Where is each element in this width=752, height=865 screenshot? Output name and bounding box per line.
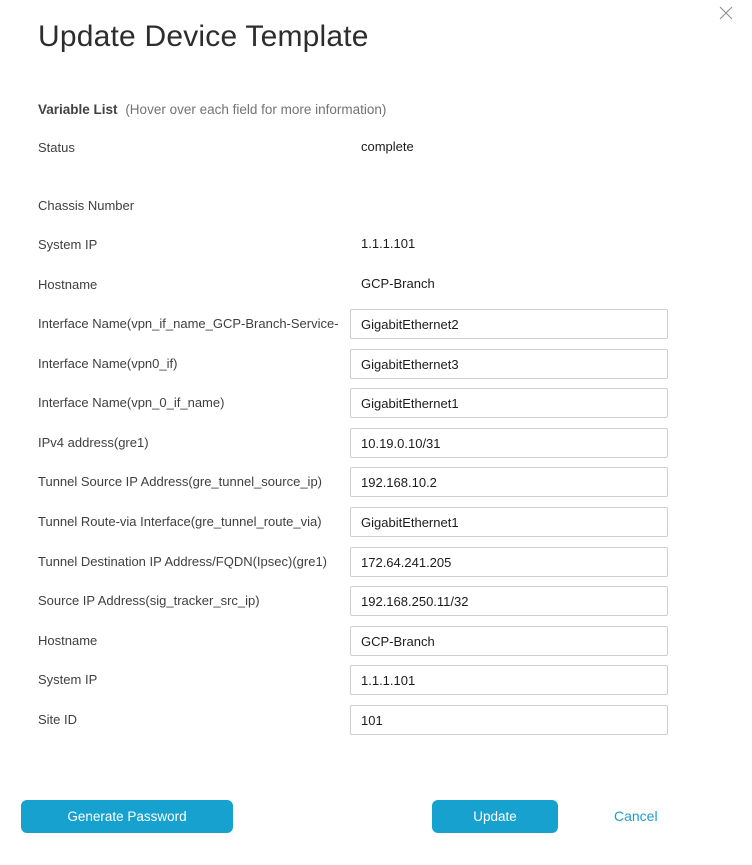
field-label: Interface Name(vpn_0_if_name) bbox=[38, 395, 225, 410]
page-title: Update Device Template bbox=[38, 20, 369, 53]
hostname-value: GCP-Branch bbox=[361, 276, 435, 291]
system-ip-input[interactable] bbox=[350, 665, 668, 695]
row-chassis-number bbox=[38, 197, 714, 215]
row-hostname-input bbox=[38, 626, 714, 656]
row-interface-name-service bbox=[38, 309, 714, 339]
row-status bbox=[38, 139, 714, 157]
row-interface-name-vpn-0-if-name bbox=[38, 388, 714, 418]
field-label: Tunnel Source IP Address(gre_tunnel_source_ip) bbox=[38, 474, 323, 489]
hostname-input[interactable] bbox=[350, 626, 668, 656]
field-label: Interface Name(vpn_if_name_GCP-Branch-Service- bbox=[38, 316, 339, 331]
generate-password-button[interactable]: Generate Password bbox=[21, 800, 233, 833]
site-id-input[interactable] bbox=[350, 705, 668, 735]
row-site-id bbox=[38, 705, 714, 735]
interface-name-vpn0-if-input[interactable] bbox=[350, 349, 668, 379]
field-label: System IP bbox=[38, 672, 98, 687]
row-ipv4-address-gre1 bbox=[38, 428, 714, 458]
field-label: System IP bbox=[38, 236, 98, 252]
tunnel-destination-ip-input[interactable] bbox=[350, 547, 668, 577]
close-icon[interactable] bbox=[718, 5, 734, 21]
field-label: IPv4 address(gre1) bbox=[38, 435, 149, 450]
status-value: complete bbox=[361, 139, 414, 154]
field-label: Chassis Number bbox=[38, 197, 135, 213]
field-label: Status bbox=[38, 139, 75, 155]
interface-name-service-input[interactable] bbox=[350, 309, 668, 339]
system-ip-value: 1.1.1.101 bbox=[361, 236, 416, 251]
variable-list-note: (Hover over each field for more information) bbox=[125, 102, 387, 117]
field-label: Hostname bbox=[38, 276, 98, 292]
row-system-ip-static bbox=[38, 236, 714, 254]
field-label: Source IP Address(sig_tracker_src_ip) bbox=[38, 593, 260, 608]
tunnel-route-via-input[interactable] bbox=[350, 507, 668, 537]
row-tunnel-destination-ip bbox=[38, 547, 714, 577]
field-label: Interface Name(vpn0_if) bbox=[38, 356, 178, 371]
interface-name-vpn-0-if-name-input[interactable] bbox=[350, 388, 668, 418]
cancel-link[interactable]: Cancel bbox=[614, 808, 658, 824]
row-tunnel-source-ip bbox=[38, 467, 714, 497]
row-system-ip-input bbox=[38, 665, 714, 695]
field-label: Tunnel Route-via Interface(gre_tunnel_route_via) bbox=[38, 514, 322, 529]
update-button[interactable]: Update bbox=[432, 800, 558, 833]
field-label: Tunnel Destination IP Address/FQDN(Ipsec)(gre1) bbox=[38, 554, 328, 569]
field-label: Site ID bbox=[38, 712, 78, 727]
ipv4-address-gre1-input[interactable] bbox=[350, 428, 668, 458]
row-hostname-static bbox=[38, 276, 714, 294]
row-tunnel-route-via bbox=[38, 507, 714, 537]
source-ip-tracker-input[interactable] bbox=[350, 586, 668, 616]
row-source-ip-tracker bbox=[38, 586, 714, 616]
variable-list-heading: Variable List bbox=[38, 102, 118, 117]
tunnel-source-ip-input[interactable] bbox=[350, 467, 668, 497]
variable-list-header bbox=[38, 102, 386, 117]
field-label: Hostname bbox=[38, 633, 98, 648]
row-interface-name-vpn0-if bbox=[38, 349, 714, 379]
